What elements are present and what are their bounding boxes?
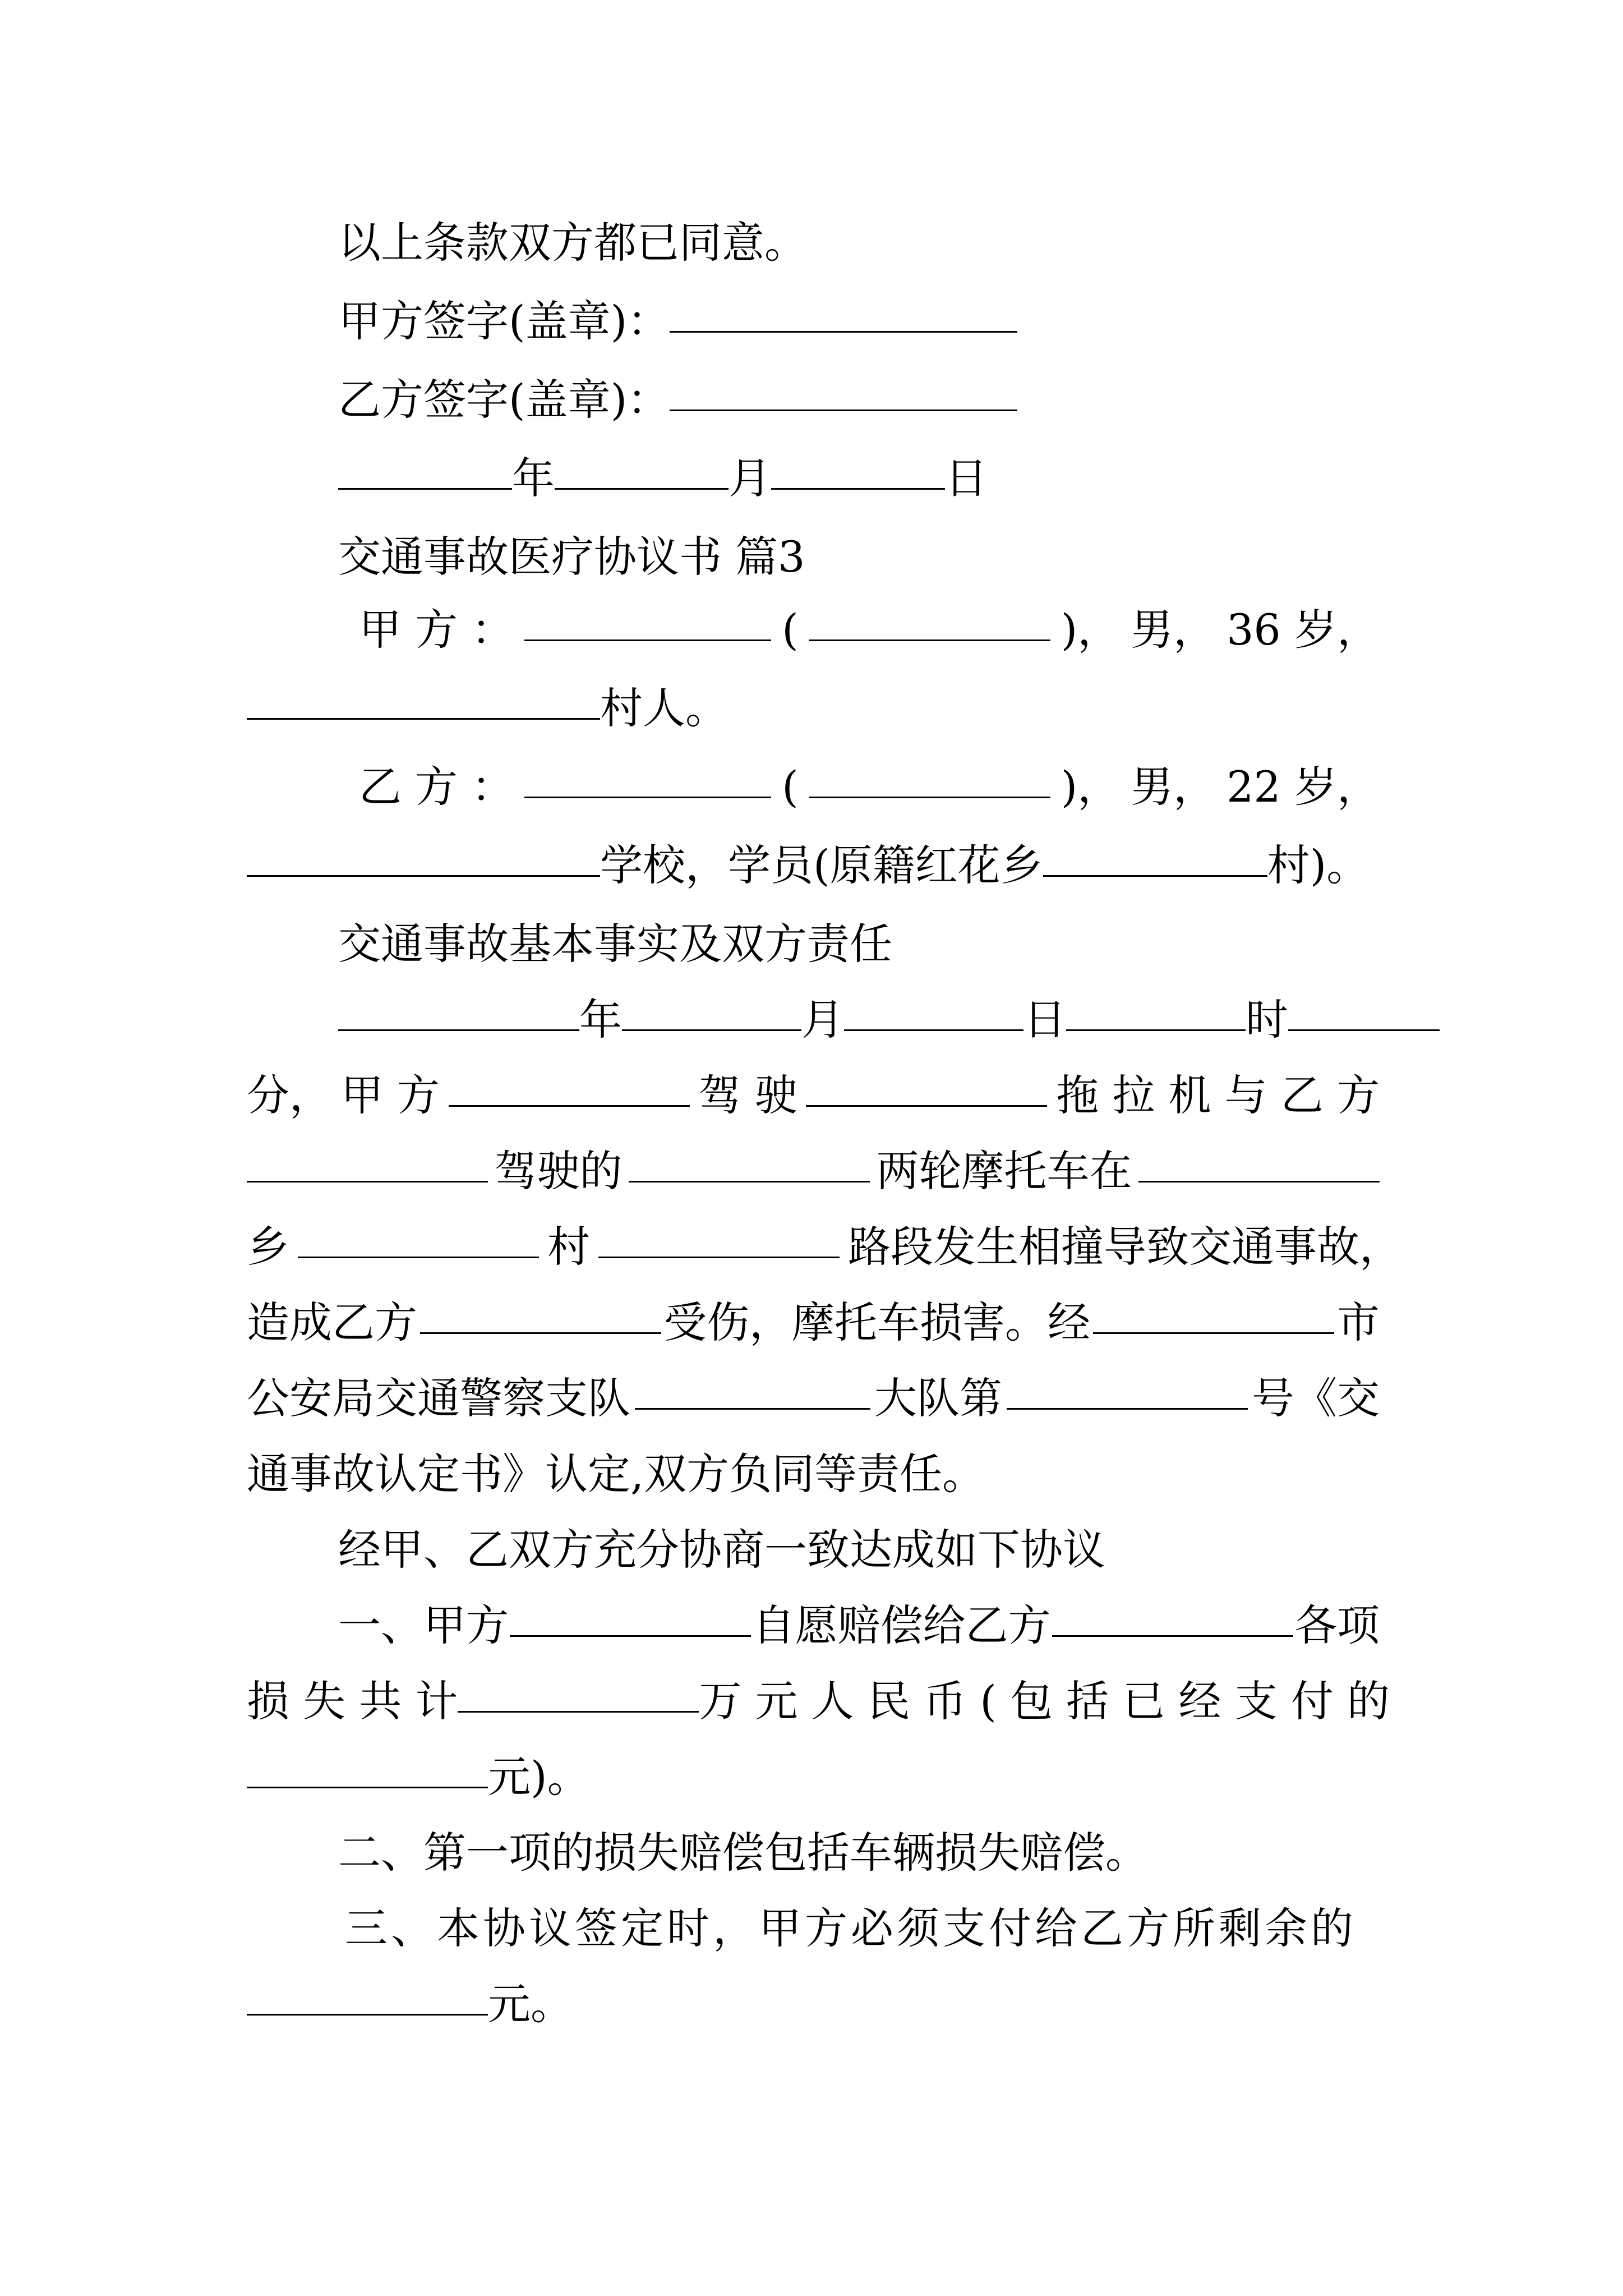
party-b-name-blank[interactable] xyxy=(524,797,771,798)
party-a-line xyxy=(359,605,1380,655)
agreement-heading-text: 经甲、乙双方充分协商一致达成如下协议 xyxy=(338,1525,1105,1575)
date-year-blank[interactable] xyxy=(338,488,512,490)
section-title xyxy=(338,532,805,582)
date-day-label: 日 xyxy=(945,453,988,503)
party-a-gender: 男， xyxy=(1131,605,1216,655)
facts-party-a-blank[interactable] xyxy=(449,1105,690,1107)
facts-minute-blank[interactable] xyxy=(1288,1029,1440,1031)
date-day-blank[interactable] xyxy=(771,488,945,490)
clause1-party-a-blank[interactable] xyxy=(510,1635,751,1637)
agree-text: 以上条款双方都已同意。 xyxy=(338,218,807,268)
facts-line-7 xyxy=(247,1449,985,1499)
date-month-blank[interactable] xyxy=(555,488,728,490)
clause3-yuan: 元。 xyxy=(488,1979,573,2029)
party-b-school-line xyxy=(247,840,1370,890)
sign-a-line xyxy=(338,296,1017,346)
facts-injured-blank[interactable] xyxy=(420,1332,661,1334)
party-b-label: 乙 方 ： xyxy=(359,762,514,812)
clause-1-line-3 xyxy=(247,1752,590,1802)
clause1-total: 损 失 共 计 xyxy=(247,1676,458,1726)
facts-road: 路段发生相撞导致交通事故， xyxy=(848,1222,1402,1272)
clause1-party-b-blank[interactable] xyxy=(1052,1635,1293,1637)
facts-heading-text: 交通事故基本事实及双方责任 xyxy=(338,919,892,969)
clause-2-line xyxy=(338,1828,1148,1878)
facts-police: 公安局交通警察支队 xyxy=(247,1373,630,1423)
facts-city-blank[interactable] xyxy=(1093,1332,1334,1334)
facts-township: 乡 xyxy=(247,1222,289,1272)
facts-tractor: 拖 拉 机 与 乙 方 xyxy=(1056,1070,1380,1120)
party-b-village-blank[interactable] xyxy=(1043,875,1267,877)
facts-brigade-blank[interactable] xyxy=(635,1408,870,1410)
party-b-school-blank[interactable] xyxy=(247,875,600,877)
clause1-start: 一、甲方 xyxy=(338,1600,509,1650)
party-a-village-blank[interactable] xyxy=(247,718,600,720)
facts-vehicle-a-blank[interactable] xyxy=(806,1105,1047,1107)
facts-day-blank[interactable] xyxy=(844,1029,1023,1031)
facts-line-3 xyxy=(247,1146,1380,1196)
party-b-line xyxy=(359,762,1380,812)
sign-a-blank[interactable] xyxy=(670,331,1017,333)
party-b-id-blank[interactable] xyxy=(809,797,1050,798)
sign-date-line xyxy=(338,453,988,503)
party-a-paren-close: )， xyxy=(1061,605,1121,655)
date-year-label: 年 xyxy=(512,453,555,503)
clause-1-line-2 xyxy=(247,1676,1390,1726)
party-a-paren-open: ( xyxy=(782,605,799,655)
clause2-text: 二、第一项的损失赔偿包括车辆损失赔偿。 xyxy=(338,1828,1148,1878)
agree-line xyxy=(338,218,807,268)
party-a-age: 36 岁， xyxy=(1227,605,1380,655)
facts-minute-label: 分， xyxy=(247,1070,332,1120)
facts-number: 号《交 xyxy=(1252,1373,1380,1423)
facts-township-blank[interactable] xyxy=(298,1257,539,1258)
sign-b-label: 乙方签字(盖章)： xyxy=(338,375,670,425)
facts-party-a: 甲 方 xyxy=(340,1070,440,1120)
party-a-village-line xyxy=(247,683,728,733)
facts-vehicle-b-blank[interactable] xyxy=(629,1181,870,1182)
facts-line-5 xyxy=(247,1297,1380,1347)
party-a-id-blank[interactable] xyxy=(809,639,1050,641)
clause-1-line-1 xyxy=(338,1600,1380,1650)
facts-village-blank[interactable] xyxy=(598,1257,840,1258)
clause1-yuan: 元)。 xyxy=(488,1752,590,1802)
facts-line-2 xyxy=(247,1070,1380,1120)
facts-driven: 驾驶的 xyxy=(494,1146,623,1196)
facts-village: 村 xyxy=(547,1222,590,1272)
facts-month-blank[interactable] xyxy=(622,1029,801,1031)
party-b-school-text: 学校，学员(原籍红花乡 xyxy=(600,840,1043,890)
facts-drive: 驾 驶 xyxy=(698,1070,797,1120)
party-a-village-text: 村人。 xyxy=(600,683,728,733)
facts-cause: 造成乙方 xyxy=(247,1297,417,1347)
clause1-currency: 万 元 人 民 币 ( 包 括 已 经 支 付 的 xyxy=(699,1676,1390,1726)
facts-heading xyxy=(338,919,892,969)
facts-hour-label: 时 xyxy=(1246,995,1288,1045)
party-b-paren-open: ( xyxy=(782,762,799,812)
party-a-name-blank[interactable] xyxy=(524,639,771,641)
facts-location-blank[interactable] xyxy=(1138,1181,1380,1182)
sign-b-blank[interactable] xyxy=(670,409,1017,411)
facts-line-4 xyxy=(247,1222,1402,1272)
facts-line-6 xyxy=(247,1373,1380,1423)
facts-party-b-blank[interactable] xyxy=(247,1181,488,1182)
party-a-label: 甲 方 ： xyxy=(359,605,514,655)
facts-year-label: 年 xyxy=(579,995,622,1045)
facts-hour-blank[interactable] xyxy=(1066,1029,1246,1031)
party-b-age: 22 岁， xyxy=(1227,762,1380,812)
facts-injury: 受伤，摩托车损害。经 xyxy=(664,1297,1090,1347)
facts-conclusion: 通事故认定书》认定,双方负同等责任。 xyxy=(247,1449,985,1499)
section-title-text: 交通事故医疗协议书 篇3 xyxy=(338,532,805,582)
clause1-paid-blank[interactable] xyxy=(247,1787,488,1788)
facts-year-blank[interactable] xyxy=(338,1029,579,1031)
sign-a-label: 甲方签字(盖章)： xyxy=(338,296,670,346)
facts-time-line xyxy=(338,995,1380,1045)
clause3-amount-blank[interactable] xyxy=(247,2014,488,2016)
agreement-heading xyxy=(338,1525,1105,1575)
party-b-village-text: 村)。 xyxy=(1267,840,1370,890)
facts-number-blank[interactable] xyxy=(1007,1408,1248,1410)
clause3-text: 三、本协议签定时，甲方必须支付给乙方所剩余的 xyxy=(345,1903,1357,1953)
clause-3-line-1 xyxy=(345,1903,1357,1953)
party-b-paren-close: )， xyxy=(1061,762,1121,812)
clause1-end: 各项 xyxy=(1294,1600,1380,1650)
clause1-mid: 自愿赔偿给乙方 xyxy=(752,1600,1051,1650)
sign-b-line xyxy=(338,375,1017,425)
party-b-gender: 男， xyxy=(1131,762,1216,812)
facts-month-label: 月 xyxy=(801,995,844,1045)
date-month-label: 月 xyxy=(728,453,771,503)
clause1-amount-blank[interactable] xyxy=(458,1711,699,1713)
facts-motorcycle: 两轮摩托车在 xyxy=(876,1146,1132,1196)
facts-day-label: 日 xyxy=(1023,995,1066,1045)
facts-brigade: 大队第 xyxy=(874,1373,1002,1423)
clause-3-line-2 xyxy=(247,1979,573,2029)
facts-city: 市 xyxy=(1337,1297,1380,1347)
